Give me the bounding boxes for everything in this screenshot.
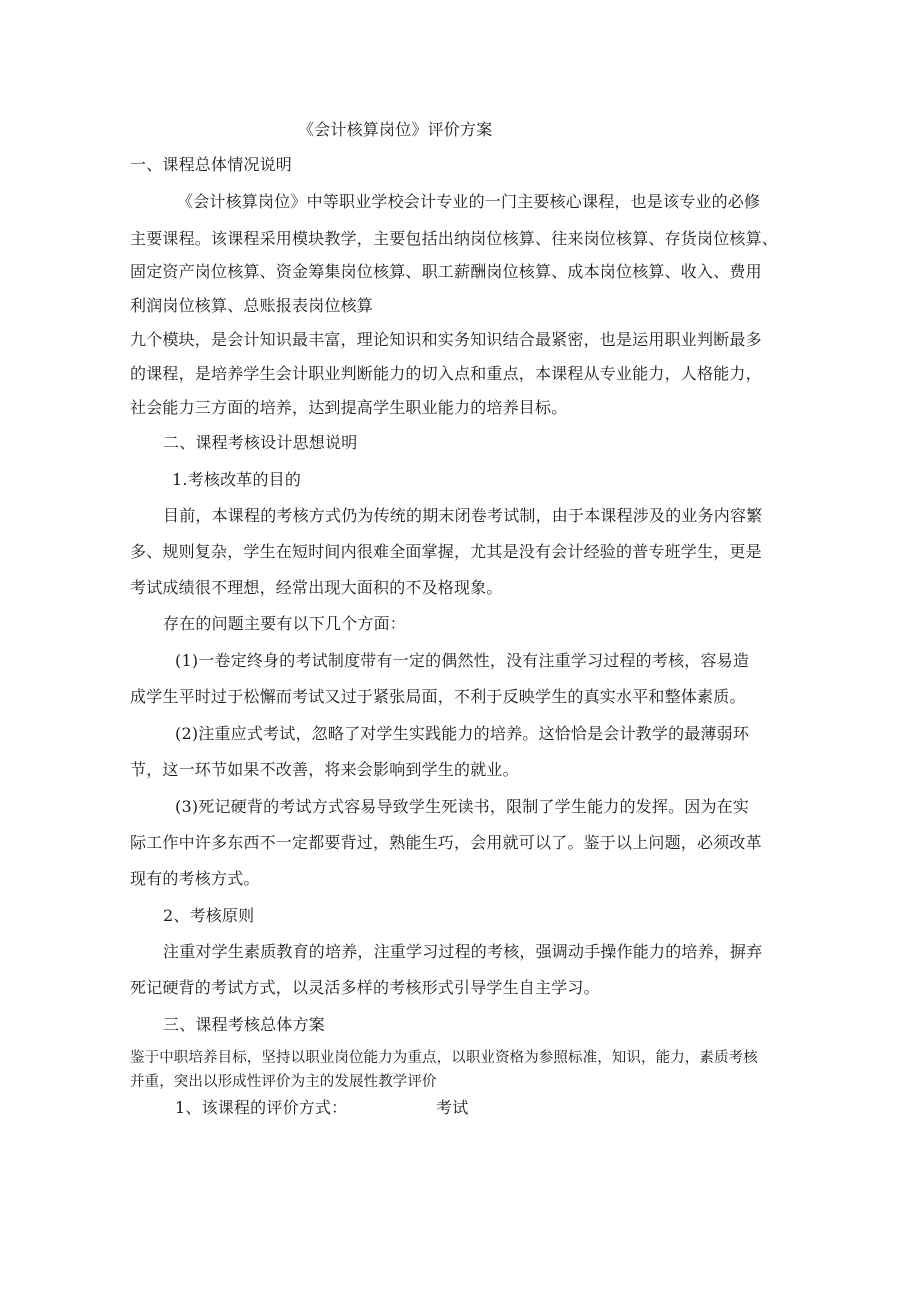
section-1-heading: 一、课程总体情况说明 — [130, 155, 293, 174]
s1-p1-line-4: 利润岗位核算、总账报表岗位核算 — [130, 296, 374, 315]
s2-1-heading: 1.考核改革的目的 — [172, 470, 302, 489]
s1-p2-line-2: 的课程，是培养学生会计职业判断能力的切入点和重点，本课程从专业能力，人格能力， — [130, 364, 762, 383]
section-2-heading: 二、课程考核设计思想说明 — [163, 433, 358, 452]
s2-2-p-line-1: 注重对学生素质教育的培养，注重学习过程的考核，强调动手操作能力的培养，摒弃 — [163, 942, 763, 961]
s2-1-item-3-line-2: 际工作中许多东西不一定都要背过，熟能生巧，会用就可以了。鉴于以上问题，必须改革 — [130, 833, 762, 852]
s2-2-p-line-2: 死记硬背的考试方式，以灵活多样的考核形式引导学生自主学习。 — [130, 978, 600, 997]
s2-1-item-2-line-1: (2)注重应式考试，忽略了对学生实践能力的培养。这恰恰是会计教学的最薄弱环 — [175, 724, 750, 743]
s3-1-value: 考试 — [436, 1098, 469, 1117]
section-3-heading: 三、课程考核总体方案 — [163, 1015, 326, 1034]
s1-p1-line-2: 主要课程。该课程采用模块教学，主要包括出纳岗位核算、往来岗位核算、存货岗位核算、 — [130, 229, 779, 248]
s2-1-p2: 存在的问题主要有以下几个方面： — [163, 614, 407, 633]
s2-1-p1-line-1: 目前，本课程的考核方式仍为传统的期末闭卷考试制，由于本课程涉及的业务内容繁 — [163, 506, 763, 525]
document-title: 《会计核算岗位》评价方案 — [298, 120, 493, 139]
s2-1-p1-line-3: 考试成绩很不理想，经常出现大面积的不及格现象。 — [130, 578, 503, 597]
s2-1-item-3-line-3: 现有的考核方式。 — [130, 869, 260, 888]
s1-p2-line-1: 九个模块，是会计知识最丰富，理论知识和实务知识结合最紧密，也是运用职业判断最多 — [130, 330, 762, 349]
s1-p1-line-1: 《会计核算岗位》中等职业学校会计专业的一门主要核心课程，也是该专业的必修 — [177, 192, 761, 211]
s1-p1-line-3: 固定资产岗位核算、资金筹集岗位核算、职工薪酬岗位核算、成本岗位核算、收入、费用 — [130, 262, 762, 281]
s2-1-item-2-line-2: 节，这一环节如果不改善，将来会影响到学生的就业。 — [130, 760, 519, 779]
s2-2-heading: 2、考核原则 — [163, 906, 255, 925]
s3-p-line-2: 并重，突出以形成性评价为主的发展性教学评价 — [130, 1074, 437, 1090]
s2-1-p1-line-2: 多、规则复杂，学生在短时间内很难全面掌握，尤其是没有会计经验的普专班学生，更是 — [130, 542, 762, 561]
s3-p-line-1: 鉴于中职培养目标，坚持以职业岗位能力为重点，以职业资格为参照标准，知识，能力，素质考核 — [130, 1050, 758, 1066]
s2-1-item-1-line-2: 成学生平时过于松懈而考试又过于紧张局面，不利于反映学生的真实水平和整体素质。 — [130, 687, 746, 706]
s1-p2-line-3: 社会能力三方面的培养，达到提高学生职业能力的培养目标。 — [130, 398, 568, 417]
s3-1-label: 1、该课程的评价方式： — [175, 1098, 348, 1117]
s2-1-item-1-line-1: (1)一卷定终身的考试制度带有一定的偶然性，没有注重学习过程的考核，容易造 — [175, 651, 750, 670]
s2-1-item-3-line-1: (3)死记硬背的考试方式容易导致学生死读书，限制了学生能力的发挥。因为在实 — [175, 797, 750, 816]
